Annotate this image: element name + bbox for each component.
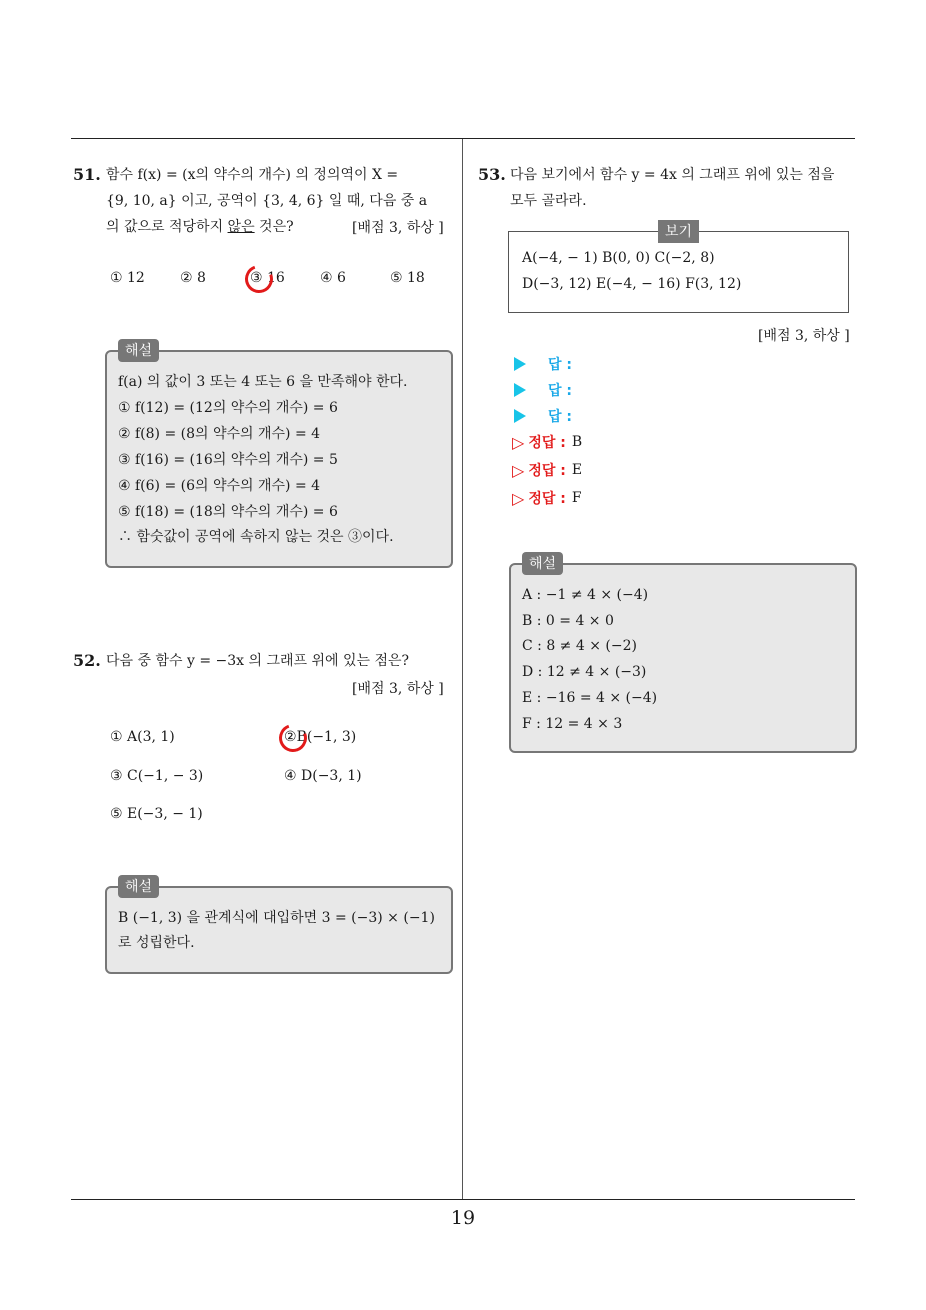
q51-solution-line: f(a) 의 값이 3 또는 4 또는 6 을 만족해야 한다. [118, 374, 408, 390]
outline-triangle-icon: ▷ [512, 460, 525, 480]
q53-correct-row-3 [512, 488, 582, 508]
q51-line3-pre: 의 값으로 적당하지 [106, 219, 228, 235]
answer-mark-icon [274, 719, 311, 756]
q52-option-2[interactable] [284, 729, 356, 745]
q51-option-5[interactable]: ⑤ 18 [390, 270, 425, 286]
q53-solution-line: D : 12 ≠ 4 × (−3) [522, 664, 647, 680]
q51-solution-tag: 해설 [118, 339, 159, 362]
q53-line1: 다음 보기에서 함수 y = 4x 의 그래프 위에 있는 점을 [510, 167, 835, 183]
q51-solution-line: ∴ 함숫값이 공역에 속하지 않는 것은 ③이다. [118, 529, 394, 545]
answer-label: 답 : [548, 357, 572, 373]
q53-bogi-line: A(−4, − 1) B(0, 0) C(−2, 8) [522, 250, 715, 266]
q51-solution-line: ③ f(16) = (16의 약수의 개수) = 5 [118, 452, 338, 468]
q53-bogi-tag: 보기 [658, 220, 699, 243]
q52-solution-line: 로 성립한다. [118, 935, 195, 951]
q53-bogi-line: D(−3, 12) E(−4, − 16) F(3, 12) [522, 276, 742, 292]
q53-bogi-box [508, 231, 849, 313]
q52-number: 52. [73, 651, 101, 670]
q53-solution-line: F : 12 = 4 × 3 [522, 716, 623, 732]
q51-underlined-word: 않은 [227, 219, 255, 235]
q51-solution-line: ① f(12) = (12의 약수의 개수) = 6 [118, 400, 338, 416]
q52-solution-box [105, 886, 453, 974]
q51-score: [배점 3, 하상 ] [352, 220, 444, 236]
q53-correct-row-1 [512, 432, 582, 452]
q51-line3 [106, 217, 294, 237]
q53-correct-row-2 [512, 460, 582, 480]
correct-label: 정답 : [528, 435, 566, 451]
q51-option-3-symbol: ③ [250, 270, 263, 286]
play-triangle-icon [514, 383, 526, 397]
q51-line2: {9, 10, a} 이고, 공역이 {3, 4, 6} 일 때, 다음 중 a [106, 193, 428, 209]
q51-option-3[interactable] [250, 270, 285, 286]
q51-option-1[interactable]: ① 12 [110, 270, 145, 286]
q51-solution-line: ② f(8) = (8의 약수의 개수) = 4 [118, 426, 321, 442]
q53-number: 53. [478, 165, 506, 184]
q53-solution-line: B : 0 = 4 × 0 [522, 613, 614, 629]
q53-solution-line: C : 8 ≠ 4 × (−2) [522, 638, 637, 654]
play-triangle-icon [514, 357, 526, 371]
q53-answer-row-3[interactable] [514, 406, 572, 426]
q52-solution-tag: 해설 [118, 875, 159, 898]
q51-solution-line: ⑤ f(18) = (18의 약수의 개수) = 6 [118, 504, 338, 520]
answer-label: 답 : [548, 383, 572, 399]
q52-score: [배점 3, 하상 ] [352, 681, 444, 697]
q53-solution-line: A : −1 ≠ 4 × (−4) [522, 587, 649, 603]
q53-line2: 모두 골라라. [510, 193, 587, 209]
q53-solution-tag: 해설 [522, 552, 563, 575]
q52-option-4[interactable]: ④ D(−3, 1) [284, 768, 362, 784]
q53-score: [배점 3, 하상 ] [758, 328, 850, 344]
q52-option-3[interactable]: ③ C(−1, − 3) [110, 768, 204, 784]
correct-label: 정답 : [528, 491, 566, 507]
answer-label: 답 : [548, 409, 572, 425]
column-divider [462, 139, 463, 1199]
q51-option-3-value: 16 [267, 270, 285, 286]
correct-answer-value: F [571, 490, 582, 506]
q51-number: 51. [73, 165, 101, 184]
q52-option-2-symbol: ② [284, 729, 297, 745]
top-rule [71, 138, 855, 139]
q52-option-2-value: B(−1, 3) [296, 729, 357, 745]
q51-option-4[interactable]: ④ 6 [320, 270, 346, 286]
q52-option-1[interactable]: ① A(3, 1) [110, 729, 175, 745]
q51-line1: 함수 f(x) = (x의 약수의 개수) 의 정의역이 X = [106, 167, 399, 183]
q53-answer-row-2[interactable] [514, 380, 572, 400]
q53-solution-line: E : −16 = 4 × (−4) [522, 690, 658, 706]
q51-solution-line: ④ f(6) = (6의 약수의 개수) = 4 [118, 478, 321, 494]
play-triangle-icon [514, 409, 526, 423]
outline-triangle-icon: ▷ [512, 432, 525, 452]
answer-mark-icon [240, 260, 277, 297]
correct-label: 정답 : [528, 463, 566, 479]
q52-line1: 다음 중 함수 y = −3x 의 그래프 위에 있는 점은? [106, 653, 410, 669]
q53-answer-row-1[interactable] [514, 354, 572, 374]
page-number: 19 [450, 1207, 476, 1229]
bottom-rule [71, 1199, 855, 1200]
q52-option-5[interactable]: ⑤ E(−3, − 1) [110, 806, 203, 822]
q52-solution-line: B (−1, 3) 을 관계식에 대입하면 3 = (−3) × (−1) [118, 910, 435, 926]
correct-answer-value: E [571, 462, 583, 478]
outline-triangle-icon: ▷ [512, 488, 525, 508]
correct-answer-value: B [571, 434, 583, 450]
q51-line3-post: 것은? [254, 219, 294, 235]
q51-option-2[interactable]: ② 8 [180, 270, 206, 286]
